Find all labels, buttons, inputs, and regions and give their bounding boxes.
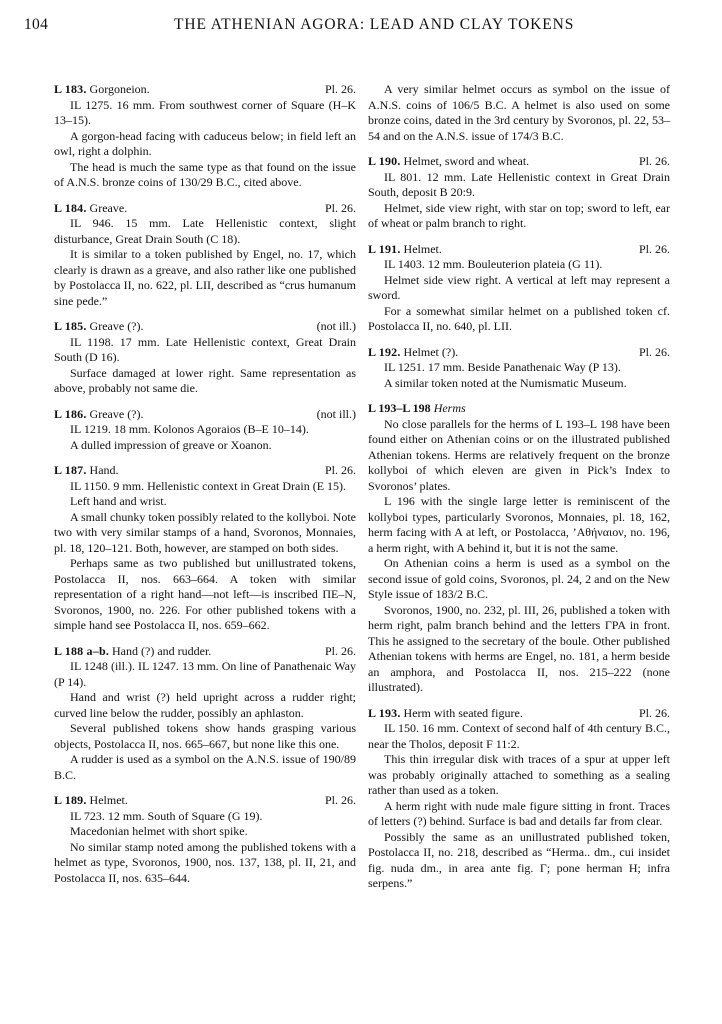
entry-paragraph: A small chunky token possibly related to the kollyboi. Note two with very similar stamps of a hand, Svoronos, Monnaies, pl. 18, 120–121. Both, however, are stamped on both sides. [54, 509, 356, 555]
entry-label [54, 463, 119, 479]
entries-group-a [368, 154, 670, 391]
entry-paragraph: This thin irregular disk with traces of a spur at upper left was probably originally attached to something as a sealing rather than used as a token. [368, 752, 670, 797]
entry-plate: Pl. 26. [324, 200, 356, 215]
entry-plate: Pl. 26. [638, 154, 670, 168]
entry [368, 706, 670, 892]
herms-paragraph: No close parallels for the herms of L 193–L 198 have been found either on Athenian coins or on the illustrated published Athenian tokens. Herms are relatively frequent on the bronze kollyboi of which eleven are given in Pick’s Index to Svoronos’ plates. [368, 416, 670, 493]
entry-paragraph: Possibly the same as an unillustrated published token, Postolacca II, no. 218, described as “Herma.. dm., cui insidet fig. nuda dm., in area ante fig. Γ; pone herman Η; infra serpens.” [368, 829, 670, 890]
entry-paragraph: IL 1150. 9 mm. Hellenistic context in Great Drain (E 15). [70, 478, 347, 493]
entry-title: Hand (?) and rudder. [112, 643, 212, 658]
entry-title: Hand. [89, 463, 119, 477]
entry-title: Gorgoneion. [89, 82, 150, 96]
entry-plate: Pl. 26. [324, 82, 356, 96]
entry [54, 644, 356, 784]
entry-title: Helmet. [403, 241, 442, 256]
entry-ref: L 186. [54, 406, 87, 421]
entry-label [368, 242, 442, 258]
entry-heading [368, 154, 670, 170]
entry [54, 82, 356, 191]
entry-paragraph: IL 801. 12 mm. Late Hellenistic context in Great Drain South, deposit B 20:9. [368, 169, 670, 199]
entry-heading [54, 644, 356, 660]
entry-heading [368, 345, 670, 361]
entry-heading [54, 407, 356, 423]
entry-heading [368, 242, 670, 258]
entry-paragraph: IL 1248 (ill.). IL 1247. 13 mm. On line of Panathenaic Way (P 14). [54, 659, 356, 689]
entry-paragraph: A gorgon-head facing with caduceus below; in field left an owl, right a dolphin. [54, 128, 356, 158]
entry-label [54, 201, 127, 217]
page-header [24, 16, 698, 40]
entry [54, 319, 356, 397]
entry [54, 793, 356, 886]
entry-paragraph: A similar token noted at the Numismatic Museum. [384, 375, 627, 390]
entry-paragraph: For a somewhat similar helmet on a published token cf. Postolacca II, no. 640, pl. LII. [368, 303, 670, 333]
entry-ref: L 185. [54, 319, 87, 333]
herms-paragraph: On Athenian coins a herm is used as a symbol on the second issue of gold coins, Svoronos, pl. 24, 2 and on the New Style issue of 183/2 B.C. [368, 556, 670, 601]
herms-title: Herms [433, 401, 466, 415]
herms-body [368, 417, 670, 696]
entry-ref: L 189. [54, 793, 87, 807]
entry [368, 345, 670, 392]
entry-paragraph: IL 1275. 16 mm. From southwest corner of Square (H–K 13–15). [54, 97, 356, 127]
entry-paragraph: The head is much the same type as that found on the issue of A.N.S. bronze coins of 130/29 B.C., cited above. [54, 159, 356, 189]
entry-paragraph: Helmet side view right. A vertical at left may represent a sword. [368, 272, 670, 302]
entry-plate: Pl. 26. [638, 241, 670, 256]
entry-paragraph: IL 1219. 18 mm. Kolonos Agoraios (B–E 10–14). [70, 422, 309, 436]
entry-paragraph: IL 150. 16 mm. Context of second half of 4th century B.C., near the Tholos, deposit F 11:2. [368, 721, 670, 751]
entry [54, 407, 356, 454]
entry [368, 242, 670, 335]
entry-title: Greave (?). [89, 319, 144, 333]
herms-section [368, 401, 670, 696]
entry [54, 201, 356, 310]
entry-paragraph: A herm right with nude male figure sitting in front. Traces of letters (?) behind. Surface is bad and details far from clear. [368, 798, 670, 828]
entry-plate: Pl. 26. [324, 463, 356, 477]
entry [54, 463, 356, 634]
entry-label [54, 407, 144, 423]
entry-paragraph: A rudder is used as a symbol on the A.N.S. issue of 190/89 B.C. [54, 752, 356, 782]
entry-title: Greave. [89, 200, 128, 215]
entry-paragraph: No similar stamp noted among the published tokens with a helmet as type, Svoronos, 1900, nos. 137, 138, pl. II, 21, and Postolacca II, nos. 635–644. [54, 839, 356, 885]
entry-paragraph: IL 946. 15 mm. Late Hellenistic context, slight disturbance, Great Drain South (C 18). [54, 216, 356, 246]
entry-paragraph: IL 1198. 17 mm. Late Hellenistic context, Great Drain South (D 16). [54, 334, 356, 364]
entry-ref: L 192. [368, 344, 401, 359]
entry-plate: Pl. 26. [324, 643, 356, 658]
entry-heading [368, 706, 670, 722]
entry-paragraph: Hand and wrist (?) held upright across a rudder right; curved line below the rudder, possibly an aphlaston. [54, 690, 356, 720]
entry-label [54, 319, 144, 335]
entry-ref: L 183. [54, 82, 87, 96]
herms-ref: L 193–L 198 [368, 401, 431, 415]
entry-heading [54, 793, 356, 809]
herms-paragraph: L 196 with the single large letter is reminiscent of the kollyboi types, particularly Svoronos, Monnaies, pl. 18, 162, herm facing with A at left, or Postolacca, ’Αθήναιον, no. 196, a herm right, with A behind it, but it is not the same. [368, 494, 670, 555]
entry-title: Helmet. [89, 793, 128, 807]
entry-label [54, 793, 128, 809]
entry-paragraph: IL 723. 12 mm. South of Square (G 19). [70, 808, 263, 823]
herms-heading [368, 401, 670, 417]
entry-paragraph: Perhaps same as two published but unillustrated tokens, Postolacca II, nos. 663–664. A token with similar representation of a right hand—not left—is inscribed ΠΕ–Ν, Svoronos, 1900, no. 226. For other published tokens with a simple hand see Postolacca II, nos. 659–662. [54, 556, 356, 632]
entry-paragraph: Macedonian helmet with short spike. [70, 824, 248, 838]
right-column [368, 82, 670, 902]
left-column [54, 82, 356, 896]
entry-title: Herm with seated figure. [403, 705, 523, 720]
entry-ref: L 191. [368, 241, 401, 256]
entry-ref: L 187. [54, 463, 87, 477]
entry-ref: L 193. [368, 705, 401, 720]
entry-plate: Pl. 26. [324, 793, 356, 807]
entry-paragraph: Helmet, side view right, with star on top; sword to left, ear of wheat or palm branch to right. [368, 200, 670, 230]
entry-plate: (not ill.) [316, 319, 356, 333]
entry-plate: (not ill.) [316, 406, 356, 421]
entry-paragraph: A dulled impression of greave or Xoanon. [70, 437, 272, 452]
lead-paragraph: A very similar helmet occurs as symbol on the issue of A.N.S. coins of 106/5 B.C. A helmet is also used on some bronze coins, dated in the 3rd century by Svoronos, pl. 22, 53–54 and on the A.N.S. issue of 174/3 B.C. [368, 82, 670, 143]
entry-label [368, 154, 529, 170]
entry-heading [54, 82, 356, 98]
entry-paragraph: Several published tokens show hands grasping various objects, Postolacca II, nos. 665–667, but none like this one. [54, 721, 356, 751]
entry-title: Helmet, sword and wheat. [403, 154, 530, 168]
entries-group-b [368, 706, 670, 892]
entry-paragraph: IL 1251. 17 mm. Beside Panathenaic Way (P 13). [384, 360, 621, 374]
entry-title: Greave (?). [89, 406, 144, 421]
running-title: THE ATHENIAN AGORA: LEAD AND CLAY TOKENS [174, 16, 575, 33]
entry-title: Helmet (?). [403, 344, 459, 359]
entry-ref: L 184. [54, 200, 87, 215]
entry-heading [54, 319, 356, 335]
entry-heading [54, 463, 356, 479]
entry-label [368, 345, 458, 361]
entry-plate: Pl. 26. [638, 344, 670, 359]
entry-label [54, 644, 211, 660]
entry-plate: Pl. 26. [638, 705, 670, 720]
entry-label [54, 82, 150, 98]
herms-paragraph: Svoronos, 1900, no. 232, pl. III, 26, published a token with herm right, palm branch behind and the letters ΓΡΑ in front. This he assigned to the secretary of the boule. Other published Athenian tokens with herms are Engel, no. 181, a herm beside an amphora, and Postolacca II, nos. 215–222 (none illustrated). [368, 602, 670, 694]
entry-paragraph: IL 1403. 12 mm. Bouleuterion plateia (G 11). [384, 257, 603, 271]
page-number: 104 [24, 16, 49, 33]
entry-label [368, 706, 523, 722]
entry-paragraph: It is similar to a token published by Engel, no. 17, which clearly is drawn as a greave, and also rather like one published by Postolacca II, no. 622, pl. LII, described as “crus humanum sine pede.” [54, 247, 356, 308]
entry-paragraph: Surface damaged at lower right. Same representation as above, probably not same die. [54, 365, 356, 395]
entry-ref: L 190. [368, 154, 401, 168]
entry-heading [54, 201, 356, 217]
entry-paragraph: Left hand and wrist. [70, 494, 167, 508]
entry [368, 154, 670, 232]
entry-ref: L 188 a–b. [54, 643, 110, 658]
